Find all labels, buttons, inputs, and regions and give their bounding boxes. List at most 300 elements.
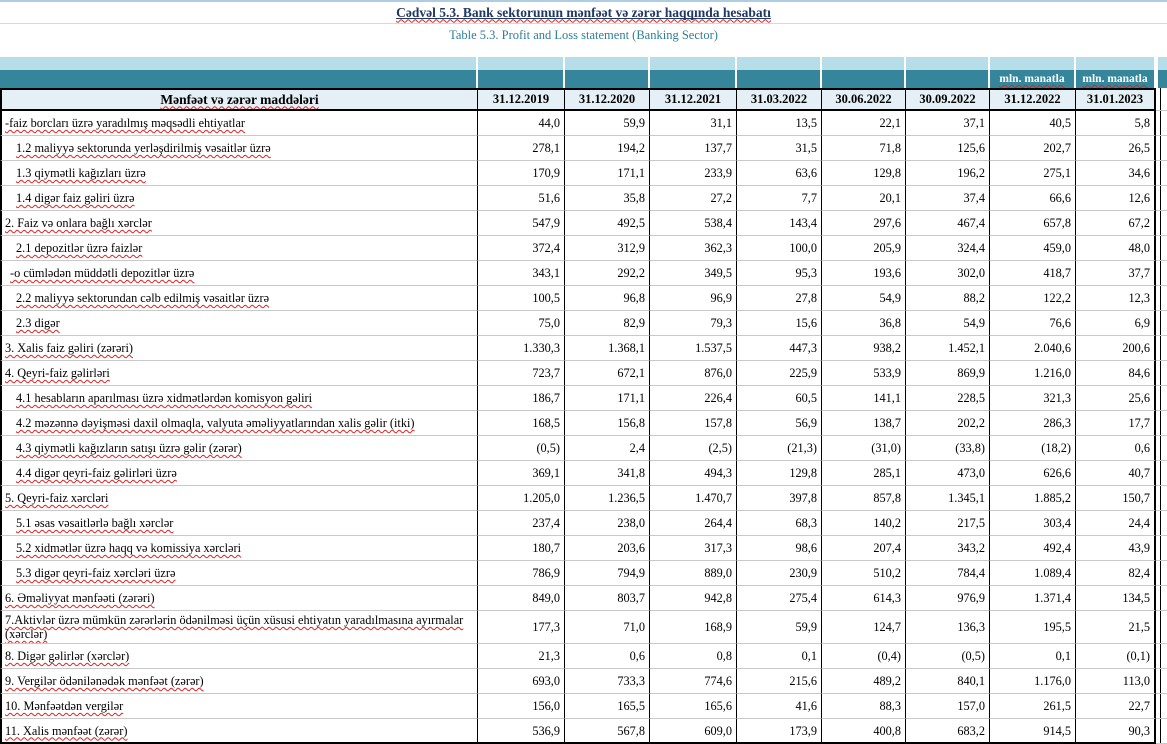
value-cell[interactable]: 226,4 bbox=[650, 386, 737, 411]
table-row bbox=[0, 111, 1167, 136]
value-cell[interactable]: 48,0 bbox=[1076, 236, 1156, 261]
value-cell[interactable]: 510,2 bbox=[822, 561, 906, 586]
value-cell[interactable]: 857,8 bbox=[822, 486, 906, 511]
value-cell[interactable]: 27,8 bbox=[737, 286, 822, 311]
value-cell[interactable]: 100,0 bbox=[737, 236, 822, 261]
band-light-cell bbox=[990, 57, 1076, 70]
value-cell[interactable]: 124,7 bbox=[822, 611, 906, 644]
row-sliver bbox=[1156, 669, 1167, 694]
column-header-31.01.2023[interactable]: 31.01.2023 bbox=[1076, 88, 1156, 111]
value-cell[interactable]: 547,9 bbox=[478, 211, 565, 236]
band-unit-cell bbox=[478, 70, 565, 88]
value-cell[interactable]: (0,1) bbox=[1076, 644, 1156, 669]
value-cell[interactable]: 113,0 bbox=[1076, 669, 1156, 694]
value-cell[interactable]: 26,5 bbox=[1076, 136, 1156, 161]
row-label-cell[interactable] bbox=[0, 211, 478, 236]
row-sliver bbox=[1156, 311, 1167, 336]
value-cell[interactable]: 343,1 bbox=[478, 261, 565, 286]
value-cell[interactable]: 614,3 bbox=[822, 586, 906, 611]
row-sliver bbox=[1156, 511, 1167, 536]
value-cell[interactable]: 230,9 bbox=[737, 561, 822, 586]
value-cell[interactable]: 171,1 bbox=[565, 161, 650, 186]
value-cell[interactable]: 54,9 bbox=[906, 311, 990, 336]
row-sliver bbox=[1156, 136, 1167, 161]
value-cell[interactable]: 88,3 bbox=[822, 694, 906, 719]
value-cell[interactable]: 225,9 bbox=[737, 361, 822, 386]
value-cell[interactable]: 138,7 bbox=[822, 411, 906, 436]
column-header-31.12.2021[interactable]: 31.12.2021 bbox=[650, 88, 737, 111]
value-cell[interactable]: 297,6 bbox=[822, 211, 906, 236]
value-cell[interactable]: 1.330,3 bbox=[478, 336, 565, 361]
band-unit-cell bbox=[737, 70, 822, 88]
column-header-31.12.2019[interactable]: 31.12.2019 bbox=[478, 88, 565, 111]
value-cell[interactable]: 157,8 bbox=[650, 411, 737, 436]
value-cell[interactable]: 869,9 bbox=[906, 361, 990, 386]
value-cell[interactable]: 143,4 bbox=[737, 211, 822, 236]
row-label-cell[interactable] bbox=[0, 461, 478, 486]
row-sliver bbox=[1156, 236, 1167, 261]
value-cell[interactable]: 849,0 bbox=[478, 586, 565, 611]
row-label-text: 5.1 əsas vəsaitlərlə bağlı xərclər bbox=[16, 516, 174, 530]
row-label-cell[interactable] bbox=[0, 111, 478, 136]
unit-label: mln. manatla bbox=[999, 73, 1065, 85]
row-label-cell[interactable] bbox=[0, 719, 478, 744]
value-cell[interactable]: 41,6 bbox=[737, 694, 822, 719]
value-cell[interactable]: 129,8 bbox=[822, 161, 906, 186]
value-cell[interactable]: 82,4 bbox=[1076, 561, 1156, 586]
page-subtitle: Table 5.3. Profit and Loss statement (Banking Sector) bbox=[449, 27, 718, 42]
value-cell[interactable]: 195,5 bbox=[990, 611, 1076, 644]
value-cell[interactable]: 37,7 bbox=[1076, 261, 1156, 286]
row-sliver bbox=[1156, 561, 1167, 586]
value-cell[interactable]: 27,2 bbox=[650, 186, 737, 211]
row-label-cell[interactable] bbox=[0, 486, 478, 511]
value-cell[interactable]: 37,4 bbox=[906, 186, 990, 211]
value-cell[interactable]: 34,6 bbox=[1076, 161, 1156, 186]
column-header-31.03.2022[interactable]: 31.03.2022 bbox=[737, 88, 822, 111]
value-cell[interactable]: 976,9 bbox=[906, 586, 990, 611]
value-cell[interactable]: 51,6 bbox=[478, 186, 565, 211]
value-cell[interactable]: 177,3 bbox=[478, 611, 565, 644]
value-cell[interactable]: 63,6 bbox=[737, 161, 822, 186]
value-cell[interactable]: 21,5 bbox=[1076, 611, 1156, 644]
table-row bbox=[0, 211, 1167, 236]
row-sliver bbox=[1156, 411, 1167, 436]
value-cell[interactable]: 626,6 bbox=[990, 461, 1076, 486]
value-cell[interactable]: 59,9 bbox=[565, 111, 650, 136]
value-cell[interactable]: 75,0 bbox=[478, 311, 565, 336]
value-cell[interactable]: 59,9 bbox=[737, 611, 822, 644]
value-cell[interactable]: 96,8 bbox=[565, 286, 650, 311]
value-cell[interactable]: 168,9 bbox=[650, 611, 737, 644]
row-label-text: 1.4 digər faiz gəliri üzrə bbox=[16, 191, 135, 205]
value-cell[interactable]: 492,4 bbox=[990, 536, 1076, 561]
value-cell[interactable]: 723,7 bbox=[478, 361, 565, 386]
value-cell[interactable]: 82,9 bbox=[565, 311, 650, 336]
row-label-cell[interactable] bbox=[0, 361, 478, 386]
row-label-cell[interactable] bbox=[0, 511, 478, 536]
row-label-text: 9. Vergilər ödənilənədək mənfəət (zərər) bbox=[5, 674, 204, 688]
value-cell[interactable]: 0,6 bbox=[1076, 436, 1156, 461]
row-label-text: 4.4 digər qeyri-faiz gəlirləri üzrə bbox=[16, 466, 177, 480]
value-cell[interactable]: 202,2 bbox=[906, 411, 990, 436]
band-unit-cell bbox=[822, 70, 906, 88]
band-unit-cell bbox=[1076, 70, 1156, 88]
value-cell[interactable]: 1.537,5 bbox=[650, 336, 737, 361]
value-cell[interactable]: 278,1 bbox=[478, 136, 565, 161]
column-header-30.09.2022[interactable]: 30.09.2022 bbox=[906, 88, 990, 111]
band-unit-cell bbox=[990, 70, 1076, 88]
value-cell[interactable]: 36,8 bbox=[822, 311, 906, 336]
table-row bbox=[0, 236, 1167, 261]
value-cell[interactable]: 1.236,5 bbox=[565, 486, 650, 511]
value-cell[interactable]: 15,6 bbox=[737, 311, 822, 336]
value-cell[interactable]: 536,9 bbox=[478, 719, 565, 744]
value-cell[interactable]: (2,5) bbox=[650, 436, 737, 461]
value-cell[interactable]: 31,1 bbox=[650, 111, 737, 136]
value-cell[interactable]: 122,2 bbox=[990, 286, 1076, 311]
value-cell[interactable]: 141,1 bbox=[822, 386, 906, 411]
row-sliver bbox=[1156, 586, 1167, 611]
row-label-cell[interactable] bbox=[0, 161, 478, 186]
row-label-text: 5. Qeyri-faiz xərcləri bbox=[5, 491, 109, 505]
profit-loss-table bbox=[0, 57, 1167, 744]
value-cell[interactable]: 261,5 bbox=[990, 694, 1076, 719]
value-cell[interactable]: (33,8) bbox=[906, 436, 990, 461]
value-cell[interactable]: 207,4 bbox=[822, 536, 906, 561]
value-cell[interactable]: 285,1 bbox=[822, 461, 906, 486]
value-cell[interactable]: 349,5 bbox=[650, 261, 737, 286]
value-cell[interactable]: 22,1 bbox=[822, 111, 906, 136]
value-cell[interactable]: 489,2 bbox=[822, 669, 906, 694]
value-cell[interactable]: 168,5 bbox=[478, 411, 565, 436]
value-cell[interactable]: 165,6 bbox=[650, 694, 737, 719]
value-cell[interactable]: 538,4 bbox=[650, 211, 737, 236]
row-label-text: -faiz borcları üzrə yaradılmış məqsədli ehtiyatlar bbox=[5, 116, 246, 130]
value-cell[interactable]: 494,3 bbox=[650, 461, 737, 486]
row-label-text: 4.1 hesabların aparılması üzrə xidmətlərdən komisyon gəliri bbox=[16, 391, 313, 405]
row-label-cell[interactable] bbox=[0, 436, 478, 461]
value-cell[interactable]: 1.452,1 bbox=[906, 336, 990, 361]
row-label-cell[interactable] bbox=[0, 311, 478, 336]
row-sliver bbox=[1156, 536, 1167, 561]
value-cell[interactable]: 672,1 bbox=[565, 361, 650, 386]
value-cell[interactable]: 157,0 bbox=[906, 694, 990, 719]
value-cell[interactable]: 7,7 bbox=[737, 186, 822, 211]
value-cell[interactable]: 492,5 bbox=[565, 211, 650, 236]
value-cell[interactable]: 1.345,1 bbox=[906, 486, 990, 511]
value-cell[interactable]: 71,8 bbox=[822, 136, 906, 161]
value-cell[interactable]: 56,9 bbox=[737, 411, 822, 436]
row-label-cell[interactable] bbox=[0, 261, 478, 286]
row-label-header-cell[interactable] bbox=[0, 88, 478, 111]
row-sliver bbox=[1156, 644, 1167, 669]
value-cell[interactable]: 889,0 bbox=[650, 561, 737, 586]
value-cell[interactable]: 13,5 bbox=[737, 111, 822, 136]
value-cell[interactable]: 24,4 bbox=[1076, 511, 1156, 536]
row-sliver bbox=[1156, 161, 1167, 186]
value-cell[interactable]: 173,9 bbox=[737, 719, 822, 744]
value-cell[interactable]: 180,7 bbox=[478, 536, 565, 561]
band-light-cell bbox=[1076, 57, 1156, 70]
value-cell[interactable]: 302,0 bbox=[906, 261, 990, 286]
value-cell[interactable]: 0,1 bbox=[990, 644, 1076, 669]
value-cell[interactable]: 88,2 bbox=[906, 286, 990, 311]
row-label-cell[interactable] bbox=[0, 386, 478, 411]
value-cell[interactable]: 2,4 bbox=[565, 436, 650, 461]
row-sliver bbox=[1156, 211, 1167, 236]
value-cell[interactable]: 22,7 bbox=[1076, 694, 1156, 719]
value-cell[interactable]: 784,4 bbox=[906, 561, 990, 586]
value-cell[interactable]: 1.216,0 bbox=[990, 361, 1076, 386]
row-label-cell[interactable] bbox=[0, 586, 478, 611]
value-cell[interactable]: 100,5 bbox=[478, 286, 565, 311]
value-cell[interactable]: 341,8 bbox=[565, 461, 650, 486]
value-cell[interactable]: 609,0 bbox=[650, 719, 737, 744]
value-cell[interactable]: 217,5 bbox=[906, 511, 990, 536]
value-cell[interactable]: 5,8 bbox=[1076, 111, 1156, 136]
value-cell[interactable]: (0,5) bbox=[906, 644, 990, 669]
value-cell[interactable]: 238,0 bbox=[565, 511, 650, 536]
row-label-text: 8. Digər gəlirlər (xərclər) bbox=[5, 649, 130, 663]
table-row bbox=[0, 669, 1167, 694]
row-label-header-text: Mənfəət və zərər maddələri bbox=[160, 91, 319, 107]
value-cell[interactable]: 170,9 bbox=[478, 161, 565, 186]
value-cell[interactable]: 418,7 bbox=[990, 261, 1076, 286]
value-cell[interactable]: 786,9 bbox=[478, 561, 565, 586]
value-cell[interactable]: 312,9 bbox=[565, 236, 650, 261]
value-cell[interactable]: 134,5 bbox=[1076, 586, 1156, 611]
value-cell[interactable]: 67,2 bbox=[1076, 211, 1156, 236]
value-cell[interactable]: (0,5) bbox=[478, 436, 565, 461]
value-cell[interactable]: 76,6 bbox=[990, 311, 1076, 336]
row-label-text: 1.3 qiymətli kağızları üzrə bbox=[16, 166, 146, 180]
value-cell[interactable]: 369,1 bbox=[478, 461, 565, 486]
row-label-text: 4.2 məzənnə dəyişməsi daxil olmaqla, valyuta əməliyyatlarından xalis gəlir (itki) bbox=[16, 416, 415, 430]
table-body bbox=[0, 111, 1167, 744]
value-cell[interactable]: 343,2 bbox=[906, 536, 990, 561]
value-cell[interactable]: 803,7 bbox=[565, 586, 650, 611]
value-cell[interactable]: 150,7 bbox=[1076, 486, 1156, 511]
value-cell[interactable]: 683,2 bbox=[906, 719, 990, 744]
value-cell[interactable]: 372,4 bbox=[478, 236, 565, 261]
value-cell[interactable]: 397,8 bbox=[737, 486, 822, 511]
value-cell[interactable]: 447,3 bbox=[737, 336, 822, 361]
subtitle-row bbox=[0, 24, 1167, 46]
value-cell[interactable]: 533,9 bbox=[822, 361, 906, 386]
value-cell[interactable]: 794,9 bbox=[565, 561, 650, 586]
value-cell[interactable]: 467,4 bbox=[906, 211, 990, 236]
value-cell[interactable]: 0,6 bbox=[565, 644, 650, 669]
value-cell[interactable]: 140,2 bbox=[822, 511, 906, 536]
value-cell[interactable]: (21,3) bbox=[737, 436, 822, 461]
value-cell[interactable]: 264,4 bbox=[650, 511, 737, 536]
value-cell[interactable]: 567,8 bbox=[565, 719, 650, 744]
value-cell[interactable]: 156,8 bbox=[565, 411, 650, 436]
value-cell[interactable]: 25,6 bbox=[1076, 386, 1156, 411]
value-cell[interactable]: 200,6 bbox=[1076, 336, 1156, 361]
value-cell[interactable]: 165,5 bbox=[565, 694, 650, 719]
value-cell[interactable]: 171,1 bbox=[565, 386, 650, 411]
table-row bbox=[0, 161, 1167, 186]
page-title-text: Cədvəl 5.3. Bank sektorunun mənfəət və zərər haqqında hesabatı bbox=[396, 4, 771, 20]
row-sliver bbox=[1156, 286, 1167, 311]
value-cell[interactable]: 228,5 bbox=[906, 386, 990, 411]
value-cell[interactable]: 774,6 bbox=[650, 669, 737, 694]
value-cell[interactable]: 90,3 bbox=[1076, 719, 1156, 744]
value-cell[interactable]: 20,1 bbox=[822, 186, 906, 211]
value-cell[interactable]: 275,4 bbox=[737, 586, 822, 611]
value-cell[interactable]: 876,0 bbox=[650, 361, 737, 386]
value-cell[interactable]: 43,9 bbox=[1076, 536, 1156, 561]
value-cell[interactable]: 31,5 bbox=[737, 136, 822, 161]
band-unit-sliver bbox=[1156, 70, 1167, 88]
value-cell[interactable]: 657,8 bbox=[990, 211, 1076, 236]
row-label-cell[interactable] bbox=[0, 536, 478, 561]
column-header-31.12.2020[interactable]: 31.12.2020 bbox=[565, 88, 650, 111]
value-cell[interactable]: 321,3 bbox=[990, 386, 1076, 411]
value-cell[interactable]: 17,7 bbox=[1076, 411, 1156, 436]
row-sliver bbox=[1156, 461, 1167, 486]
row-label-cell[interactable] bbox=[0, 644, 478, 669]
value-cell[interactable]: 237,4 bbox=[478, 511, 565, 536]
value-cell[interactable]: 12,3 bbox=[1076, 286, 1156, 311]
value-cell[interactable]: 66,6 bbox=[990, 186, 1076, 211]
row-sliver bbox=[1156, 111, 1167, 136]
value-cell[interactable]: 1.368,1 bbox=[565, 336, 650, 361]
value-cell[interactable]: 40,5 bbox=[990, 111, 1076, 136]
row-label-cell[interactable] bbox=[0, 336, 478, 361]
row-sliver bbox=[1156, 436, 1167, 461]
value-cell[interactable]: 942,8 bbox=[650, 586, 737, 611]
value-cell[interactable]: 129,8 bbox=[737, 461, 822, 486]
value-cell[interactable]: 324,4 bbox=[906, 236, 990, 261]
value-cell[interactable]: 196,2 bbox=[906, 161, 990, 186]
value-cell[interactable]: (31,0) bbox=[822, 436, 906, 461]
band-unit-cell bbox=[650, 70, 737, 88]
value-cell[interactable]: 1.371,4 bbox=[990, 586, 1076, 611]
value-cell[interactable]: 98,6 bbox=[737, 536, 822, 561]
value-cell[interactable]: 733,3 bbox=[565, 669, 650, 694]
band-light-cell bbox=[565, 57, 650, 70]
value-cell[interactable]: 202,7 bbox=[990, 136, 1076, 161]
row-label-text: 10. Mənfəətdən vergilər bbox=[5, 699, 124, 713]
value-cell[interactable]: 1.205,0 bbox=[478, 486, 565, 511]
value-cell[interactable]: 194,2 bbox=[565, 136, 650, 161]
row-label-cell[interactable] bbox=[0, 669, 478, 694]
value-cell[interactable]: 96,9 bbox=[650, 286, 737, 311]
row-label-cell[interactable] bbox=[0, 236, 478, 261]
value-cell[interactable]: 1.176,0 bbox=[990, 669, 1076, 694]
row-label-cell[interactable] bbox=[0, 411, 478, 436]
value-cell[interactable]: 203,6 bbox=[565, 536, 650, 561]
value-cell[interactable]: 186,7 bbox=[478, 386, 565, 411]
value-cell[interactable]: 60,5 bbox=[737, 386, 822, 411]
value-cell[interactable]: 914,5 bbox=[990, 719, 1076, 744]
title-row bbox=[0, 2, 1167, 23]
value-cell[interactable]: 125,6 bbox=[906, 136, 990, 161]
value-cell[interactable]: 0,8 bbox=[650, 644, 737, 669]
value-cell[interactable]: 362,3 bbox=[650, 236, 737, 261]
table-row bbox=[0, 386, 1167, 411]
value-cell[interactable]: 35,8 bbox=[565, 186, 650, 211]
value-cell[interactable]: 40,7 bbox=[1076, 461, 1156, 486]
value-cell[interactable]: 79,3 bbox=[650, 311, 737, 336]
row-label-text: 3. Xalis faiz gəliri (zərəri) bbox=[5, 341, 134, 355]
value-cell[interactable]: 54,9 bbox=[822, 286, 906, 311]
value-cell[interactable]: 12,6 bbox=[1076, 186, 1156, 211]
value-cell[interactable]: 71,0 bbox=[565, 611, 650, 644]
value-cell[interactable]: 275,1 bbox=[990, 161, 1076, 186]
band-unit-cell bbox=[565, 70, 650, 88]
row-label-text: 4.3 qiymətli kağızların satışı üzrə gəlir (zərər) bbox=[16, 441, 242, 455]
row-label-cell[interactable] bbox=[0, 186, 478, 211]
table-row bbox=[0, 586, 1167, 611]
value-cell[interactable]: (18,2) bbox=[990, 436, 1076, 461]
band-light-sliver bbox=[1156, 57, 1167, 70]
value-cell[interactable]: 136,3 bbox=[906, 611, 990, 644]
column-header-31.12.2022[interactable]: 31.12.2022 bbox=[990, 88, 1076, 111]
value-cell[interactable]: 156,0 bbox=[478, 694, 565, 719]
value-cell[interactable]: 473,0 bbox=[906, 461, 990, 486]
band-light-label-cell bbox=[0, 57, 478, 70]
value-cell[interactable]: 459,0 bbox=[990, 236, 1076, 261]
value-cell[interactable]: 400,8 bbox=[822, 719, 906, 744]
band-light-cell bbox=[906, 57, 990, 70]
value-cell[interactable]: 317,3 bbox=[650, 536, 737, 561]
value-cell[interactable]: 84,6 bbox=[1076, 361, 1156, 386]
band-unit-label-cell bbox=[0, 70, 478, 88]
value-cell[interactable]: 840,1 bbox=[906, 669, 990, 694]
value-cell[interactable]: 205,9 bbox=[822, 236, 906, 261]
value-cell[interactable]: 1.089,4 bbox=[990, 561, 1076, 586]
row-sliver bbox=[1156, 486, 1167, 511]
value-cell[interactable]: 137,7 bbox=[650, 136, 737, 161]
table-row bbox=[0, 644, 1167, 669]
table-row bbox=[0, 536, 1167, 561]
value-cell[interactable]: 0,1 bbox=[737, 644, 822, 669]
value-cell[interactable]: 95,3 bbox=[737, 261, 822, 286]
value-cell[interactable]: 2.040,6 bbox=[990, 336, 1076, 361]
row-label-cell[interactable] bbox=[0, 286, 478, 311]
row-label-cell[interactable] bbox=[0, 561, 478, 586]
column-header-30.06.2022[interactable]: 30.06.2022 bbox=[822, 88, 906, 111]
value-cell[interactable]: 938,2 bbox=[822, 336, 906, 361]
value-cell[interactable]: 6,9 bbox=[1076, 311, 1156, 336]
value-cell[interactable]: 286,3 bbox=[990, 411, 1076, 436]
row-label-cell[interactable] bbox=[0, 611, 478, 644]
value-cell[interactable]: 693,0 bbox=[478, 669, 565, 694]
value-cell[interactable]: 215,6 bbox=[737, 669, 822, 694]
value-cell[interactable]: 37,1 bbox=[906, 111, 990, 136]
value-cell[interactable]: (0,4) bbox=[822, 644, 906, 669]
value-cell[interactable]: 303,4 bbox=[990, 511, 1076, 536]
table-row bbox=[0, 561, 1167, 586]
value-cell[interactable]: 68,3 bbox=[737, 511, 822, 536]
value-cell[interactable]: 1.470,7 bbox=[650, 486, 737, 511]
row-label-cell[interactable] bbox=[0, 694, 478, 719]
table-row bbox=[0, 136, 1167, 161]
value-cell[interactable]: 292,2 bbox=[565, 261, 650, 286]
value-cell[interactable]: 233,9 bbox=[650, 161, 737, 186]
value-cell[interactable]: 193,6 bbox=[822, 261, 906, 286]
table-row bbox=[0, 461, 1167, 486]
value-cell[interactable]: 21,3 bbox=[478, 644, 565, 669]
value-cell[interactable]: 44,0 bbox=[478, 111, 565, 136]
row-label-text: 7.Aktivlər üzrə mümkün zərərlərin ödənilməsi üçün xüsusi ehtiyatın yaradılmasına ayırmalar (xərclər) bbox=[5, 613, 464, 641]
value-cell[interactable]: 1.885,2 bbox=[990, 486, 1076, 511]
row-label-cell[interactable] bbox=[0, 136, 478, 161]
